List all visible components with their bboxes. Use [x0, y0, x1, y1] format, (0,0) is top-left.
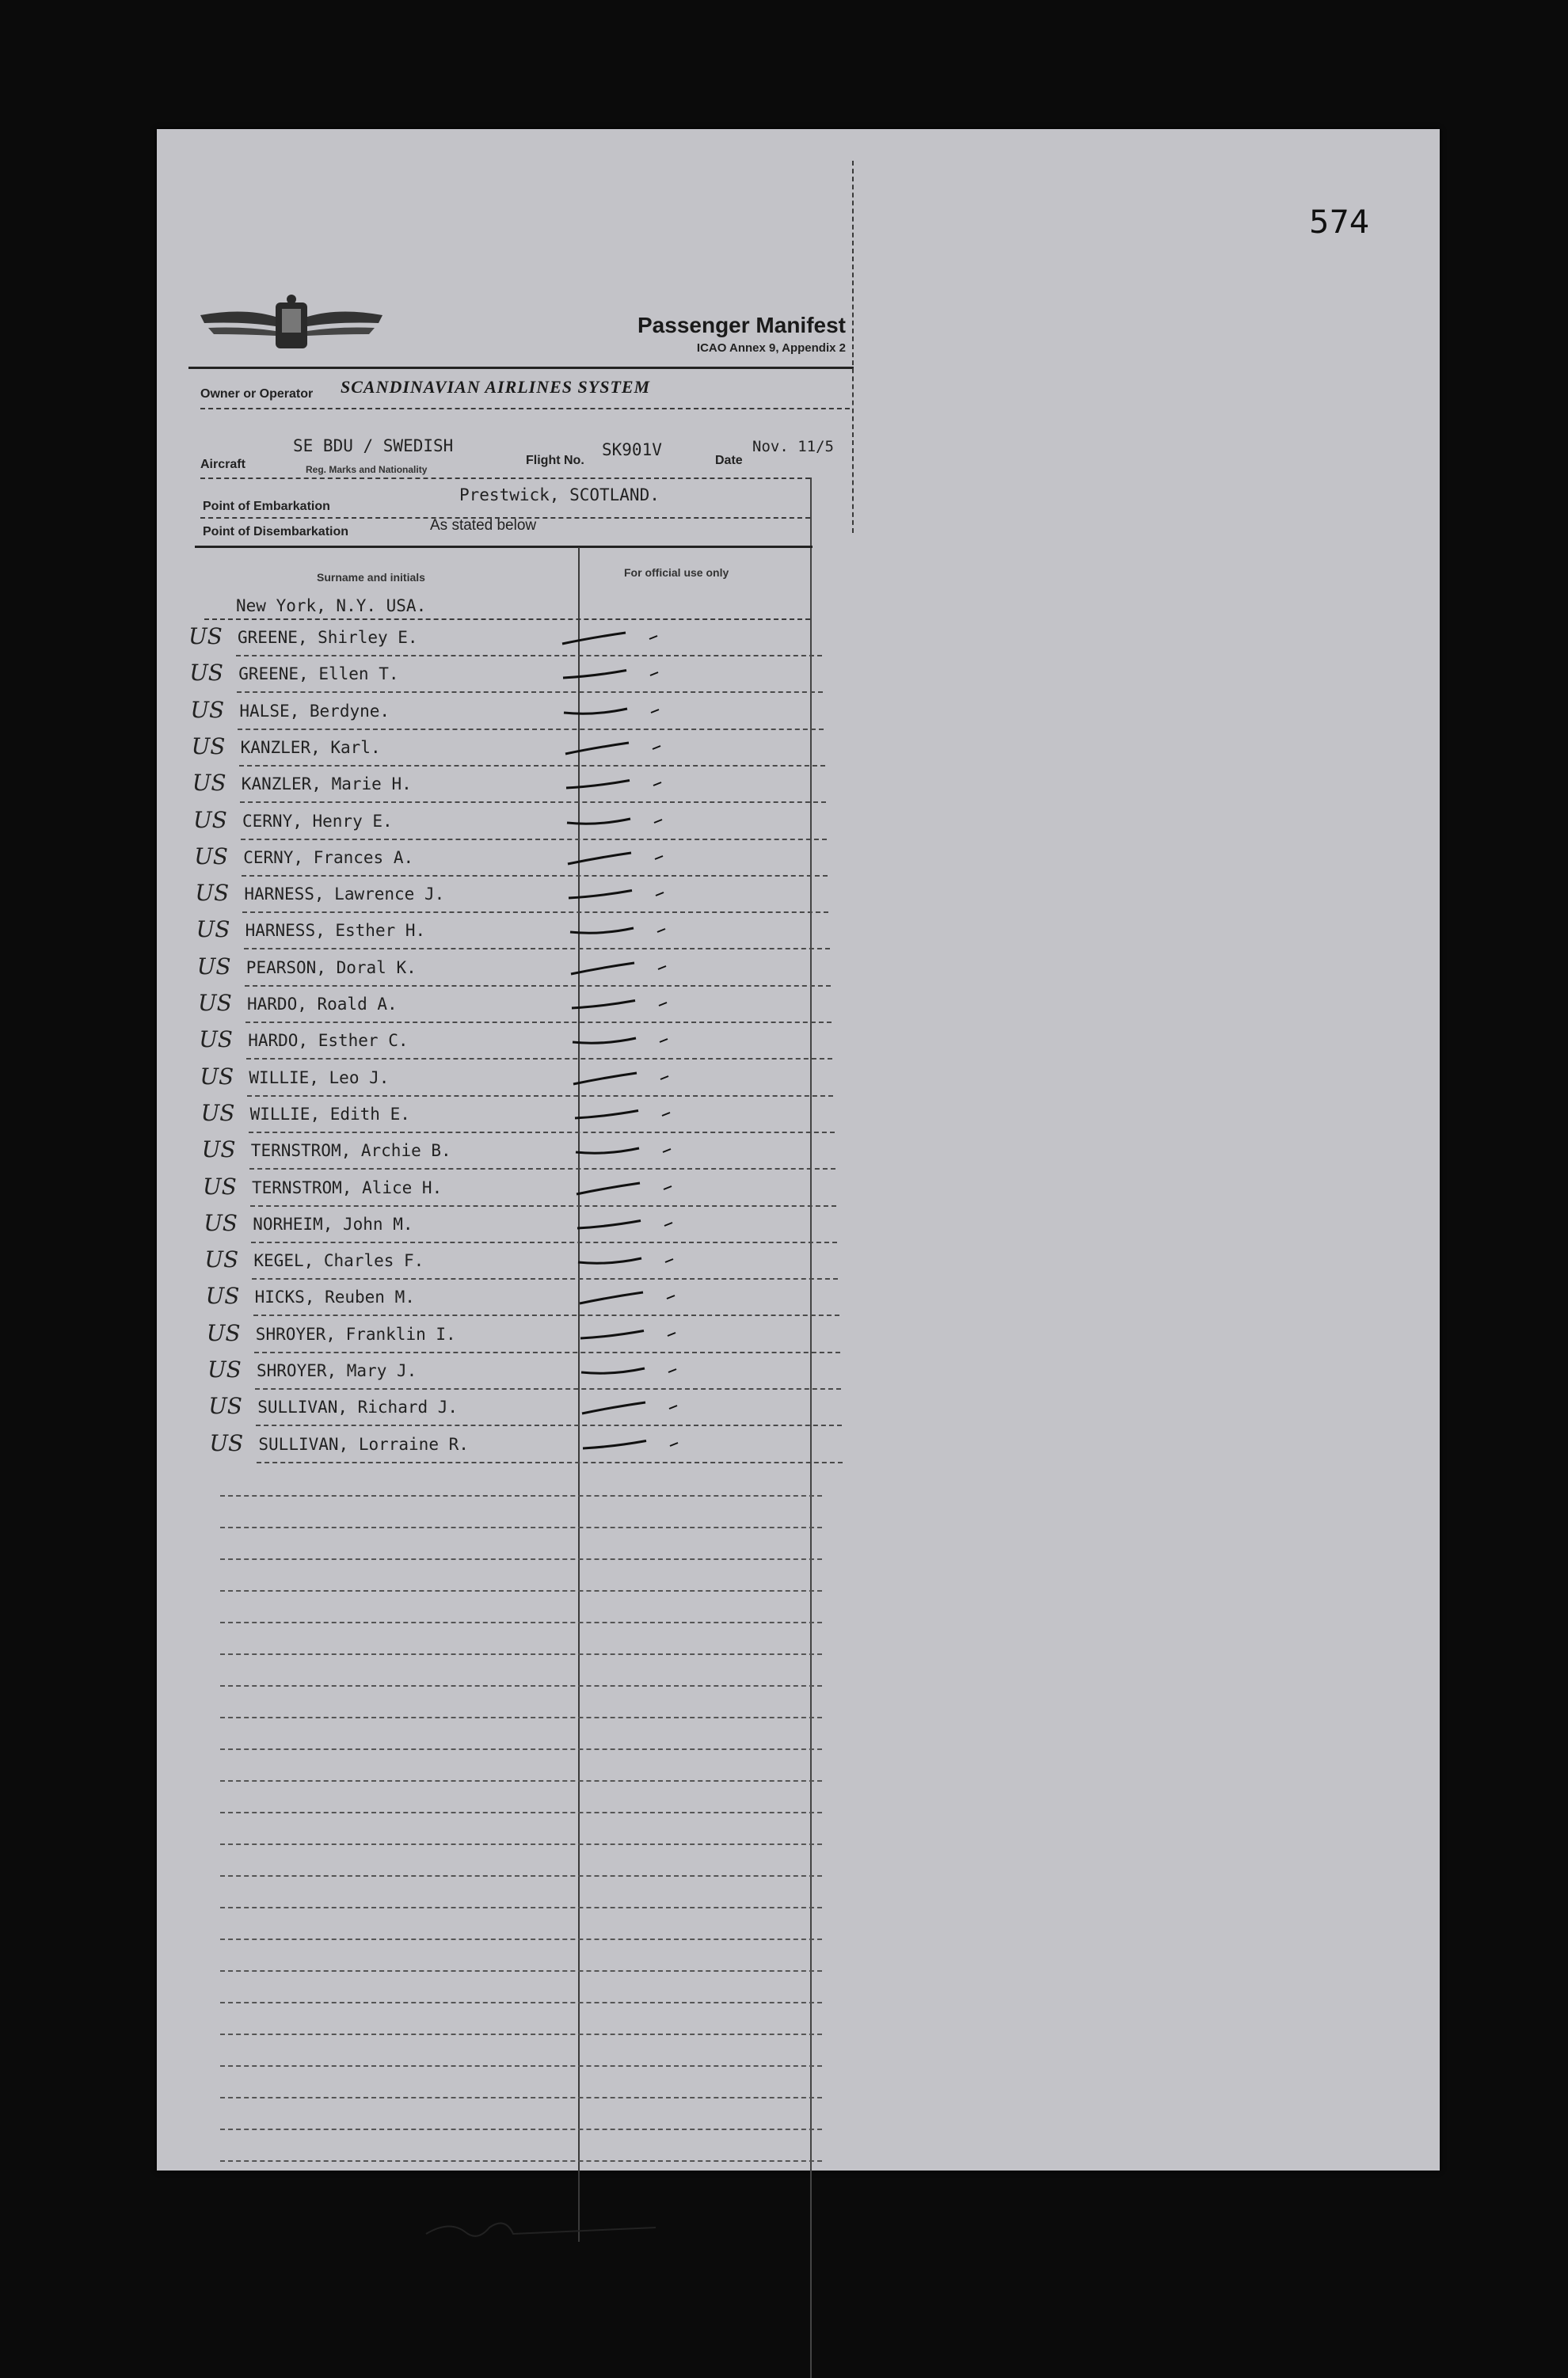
passenger-name: GREENE, Ellen T. [238, 664, 399, 684]
nationality: US [203, 1173, 237, 1200]
row-rule [257, 1462, 843, 1463]
nationality: US [194, 843, 228, 869]
nationality: US [201, 1136, 236, 1163]
blank-line [220, 2097, 822, 2098]
aircraft-label: Aircraft [200, 458, 245, 471]
passenger-row [192, 730, 825, 767]
blank-line [220, 1590, 822, 1592]
owner-rule [200, 408, 850, 409]
passenger-name: PEARSON, Doral K. [245, 957, 417, 977]
disembarkation-value: As stated below [430, 517, 537, 534]
check-mark-icon [573, 1106, 684, 1125]
blank-line [220, 1558, 822, 1560]
col-surname-header: Surname and initials [317, 571, 425, 584]
nationality: US [200, 1099, 235, 1126]
aircraft-rule [200, 478, 810, 479]
passenger-name: HARDO, Esther C. [248, 1031, 409, 1051]
check-mark-icon [566, 850, 677, 869]
check-mark-icon [580, 1399, 691, 1418]
nationality: US [209, 1429, 244, 1456]
nationality: US [195, 880, 230, 907]
passenger-row [200, 1060, 833, 1097]
page-number: 574 [1309, 204, 1370, 241]
nationality: US [196, 916, 230, 943]
blank-line [220, 1875, 822, 1877]
nationality: US [208, 1393, 242, 1420]
nationality: US [196, 953, 231, 980]
nationality: US [198, 990, 232, 1016]
nationality: US [207, 1356, 242, 1383]
blank-line [220, 1939, 822, 1940]
blank-line [220, 1717, 822, 1718]
blank-line [220, 1843, 822, 1845]
passenger-name: HALSE, Berdyne. [239, 701, 390, 721]
nationality: US [204, 1246, 239, 1273]
passenger-name: GREENE, Shirley E. [238, 628, 418, 647]
passenger-row [189, 656, 823, 693]
blank-line [220, 2034, 822, 2035]
flight-label: Flight No. [526, 454, 584, 467]
blank-line [220, 1780, 822, 1782]
nationality: US [190, 696, 225, 723]
passenger-name: HARDO, Roald A. [247, 995, 398, 1014]
passenger-name: KANZLER, Marie H. [241, 774, 412, 794]
check-mark-icon [561, 630, 672, 649]
disembarkation-label: Point of Disembarkation [203, 525, 349, 538]
nationality: US [193, 806, 227, 833]
nationality: US [189, 660, 223, 687]
owner-label: Owner or Operator [200, 387, 314, 401]
check-mark-icon [572, 1070, 683, 1089]
nationality: US [205, 1283, 240, 1310]
passenger-row [201, 1097, 835, 1133]
check-mark-icon [580, 1363, 691, 1382]
date-value: Nov. 11/5 [752, 438, 834, 455]
blank-line [220, 1748, 822, 1750]
flight-value: SK901V [602, 440, 662, 459]
nationality: US [200, 1063, 234, 1090]
passenger-name: SHROYER, Franklin I. [255, 1324, 456, 1344]
form-edge-line [852, 161, 854, 533]
section-rule [195, 546, 813, 548]
passenger-row [198, 987, 832, 1023]
signature-mark-icon [418, 2212, 751, 2243]
passenger-name: KANZLER, Karl. [240, 737, 381, 757]
passenger-name: SHROYER, Mary J. [257, 1361, 417, 1380]
passenger-row [190, 694, 824, 730]
airline-wings-logo-icon [196, 291, 386, 363]
blank-line [220, 1812, 822, 1813]
check-mark-icon [567, 886, 678, 905]
nationality: US [192, 770, 226, 797]
col-official-header: For official use only [624, 566, 729, 579]
blank-line [220, 2160, 822, 2162]
passenger-name: TERNSTROM, Archie B. [250, 1141, 451, 1161]
blank-line [220, 1622, 822, 1623]
blank-line [220, 2129, 822, 2130]
blank-line [220, 2065, 822, 2067]
passenger-row [202, 1133, 835, 1170]
passenger-row [207, 1317, 840, 1353]
blank-line [220, 2002, 822, 2003]
nationality: US [188, 623, 223, 649]
manifest-document [157, 129, 1440, 2171]
passenger-row [207, 1353, 841, 1390]
check-mark-icon [562, 703, 673, 722]
passenger-name: WILLIE, Edith E. [249, 1104, 410, 1124]
passenger-row [195, 877, 828, 913]
passenger-name: HICKS, Reuben M. [254, 1288, 415, 1307]
passenger-name: CERNY, Frances A. [243, 847, 414, 867]
check-mark-icon [569, 960, 680, 979]
reg-marks-label: Reg. Marks and Nationality [306, 464, 428, 475]
embarkation-label: Point of Embarkation [203, 500, 330, 513]
form-subtitle: ICAO Annex 9, Appendix 2 [696, 341, 846, 355]
passenger-row [196, 913, 830, 949]
passenger-name: CERNY, Henry E. [242, 811, 393, 831]
passenger-name: HARNESS, Lawrence J. [244, 885, 445, 904]
aircraft-value: SE BDU / SWEDISH [293, 436, 454, 455]
passenger-row [208, 1390, 842, 1426]
nationality: US [206, 1319, 241, 1346]
passenger-name: KEGEL, Charles F. [253, 1251, 424, 1271]
check-mark-icon [578, 1289, 689, 1308]
form-title: Passenger Manifest [637, 313, 846, 337]
passenger-name: SULLIVAN, Lorraine R. [258, 1434, 469, 1454]
passenger-row [193, 804, 827, 840]
passenger-name: TERNSTROM, Alice H. [252, 1178, 443, 1197]
passenger-row [204, 1207, 837, 1243]
passenger-row [209, 1427, 843, 1463]
passenger-row [204, 1243, 838, 1280]
blank-line [220, 1685, 822, 1687]
passenger-row [194, 840, 828, 877]
owner-value: SCANDINAVIAN AIRLINES SYSTEM [341, 377, 651, 397]
check-mark-icon [576, 1216, 687, 1235]
destination: New York, N.Y. USA. [236, 596, 427, 615]
passenger-row [199, 1023, 832, 1060]
date-label: Date [715, 454, 743, 467]
passenger-row [197, 950, 831, 987]
check-mark-icon [565, 813, 676, 832]
check-mark-icon [565, 776, 676, 795]
nationality: US [199, 1026, 233, 1053]
embarkation-value: Prestwick, SCOTLAND. [459, 485, 660, 504]
check-mark-icon [571, 1033, 682, 1052]
blank-line [220, 1653, 822, 1655]
header-rule [188, 367, 854, 369]
check-mark-icon [574, 1143, 685, 1162]
blank-line [220, 1527, 822, 1528]
nationality: US [204, 1209, 238, 1236]
blank-line [220, 1495, 822, 1497]
check-mark-icon [575, 1180, 686, 1199]
passenger-row [188, 620, 822, 656]
check-mark-icon [579, 1326, 690, 1345]
check-mark-icon [564, 740, 675, 759]
passenger-row [206, 1280, 839, 1316]
passenger-name: NORHEIM, John M. [253, 1214, 413, 1234]
passenger-row [192, 767, 826, 803]
check-mark-icon [569, 923, 679, 942]
passenger-name: SULLIVAN, Richard J. [257, 1398, 459, 1417]
check-mark-icon [581, 1436, 692, 1455]
check-mark-icon [570, 996, 681, 1015]
check-mark-icon [561, 666, 672, 685]
passenger-row [203, 1170, 836, 1207]
passenger-name: WILLIE, Leo J. [249, 1067, 390, 1087]
manifest-form [157, 129, 858, 2171]
blank-line [220, 1970, 822, 1972]
check-mark-icon [577, 1253, 687, 1272]
passenger-name: HARNESS, Esther H. [245, 921, 426, 941]
nationality: US [191, 732, 226, 759]
blank-line [220, 1907, 822, 1908]
